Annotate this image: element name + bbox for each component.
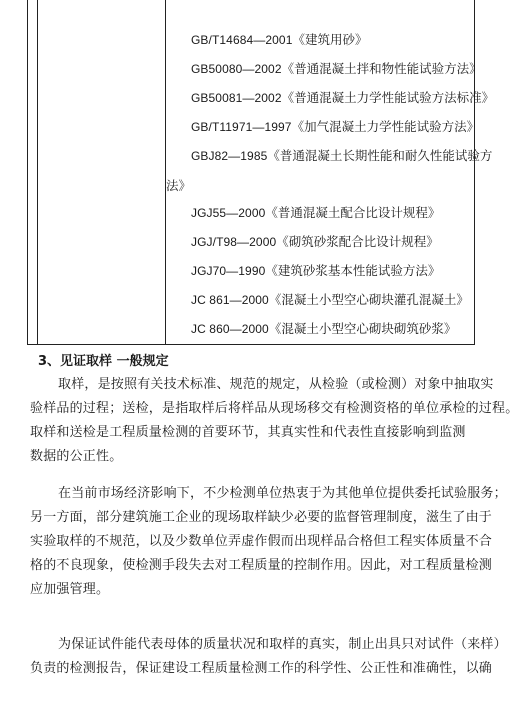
list-item: GB50081—2002《普通混凝土力学性能试验方法标准》 [191,91,495,105]
list-item: GB/T11971—1997《加气混凝土力学性能试验方法》 [191,120,480,134]
list-item: GB/T14684—2001《建筑用砂》 [191,33,368,47]
paragraph: 在当前市场经济影响下，不少检测单位热衷于为其他单位提供委托试验服务； 另一方面，部分建筑施工企业的现场取样缺少必要的监督管理制度，滋生了由于 实验取样的不规范，以及少数单位弄虚作假而出现样品合格但工程实体质量不合 格的不良现象，使检测手段失去对工程质量的控制作用。因此，对工程质量检测 应加强管理。 [30,486,507,597]
paragraph: 取样，是按照有关技术标准、规范的规定，从检验（或检测）对象中抽取实 验样品的过程；送检，是指取样后将样品从现场移交有检测资格的单位承检的过程。 取样和送检是工程质量检测的首要环节，其真实性和代表性直接影响到监测 数据的公正性。 [30,377,518,464]
standards-table [27,0,495,345]
list-item: JC 860—2000《混凝土小型空心砌块砌筑砂浆》 [191,322,457,336]
paragraph: 为保证试件能代表母体的质量状况和取样的真实，制止出具只对试件（来样） 负责的检测报告，保证建设工程质量检测工作的科学性、公正性和准确性，以确 [30,637,507,676]
list-item: JGJ/T98—2000《砌筑砂浆配合比设计规程》 [191,235,439,249]
list-item: GB50080—2002《普通混凝土拌和物性能试验方法》 [191,62,482,76]
list-item-continuation: 法》 [166,178,192,193]
table-divider [37,0,38,344]
list-item: JGJ55—2000《普通混凝土配合比设计规程》 [191,206,441,220]
section-heading: 3、见证取样 一般规定 [38,354,169,369]
list-item: JGJ70—1990《建筑砂浆基本性能试验方法》 [191,264,441,278]
list-item: GBJ82—1985《普通混凝土长期性能和耐久性能试验方 [191,149,493,163]
list-item: JC 861—2000《混凝土小型空心砌块灌孔混凝土》 [191,293,469,307]
standards-list [165,0,495,344]
